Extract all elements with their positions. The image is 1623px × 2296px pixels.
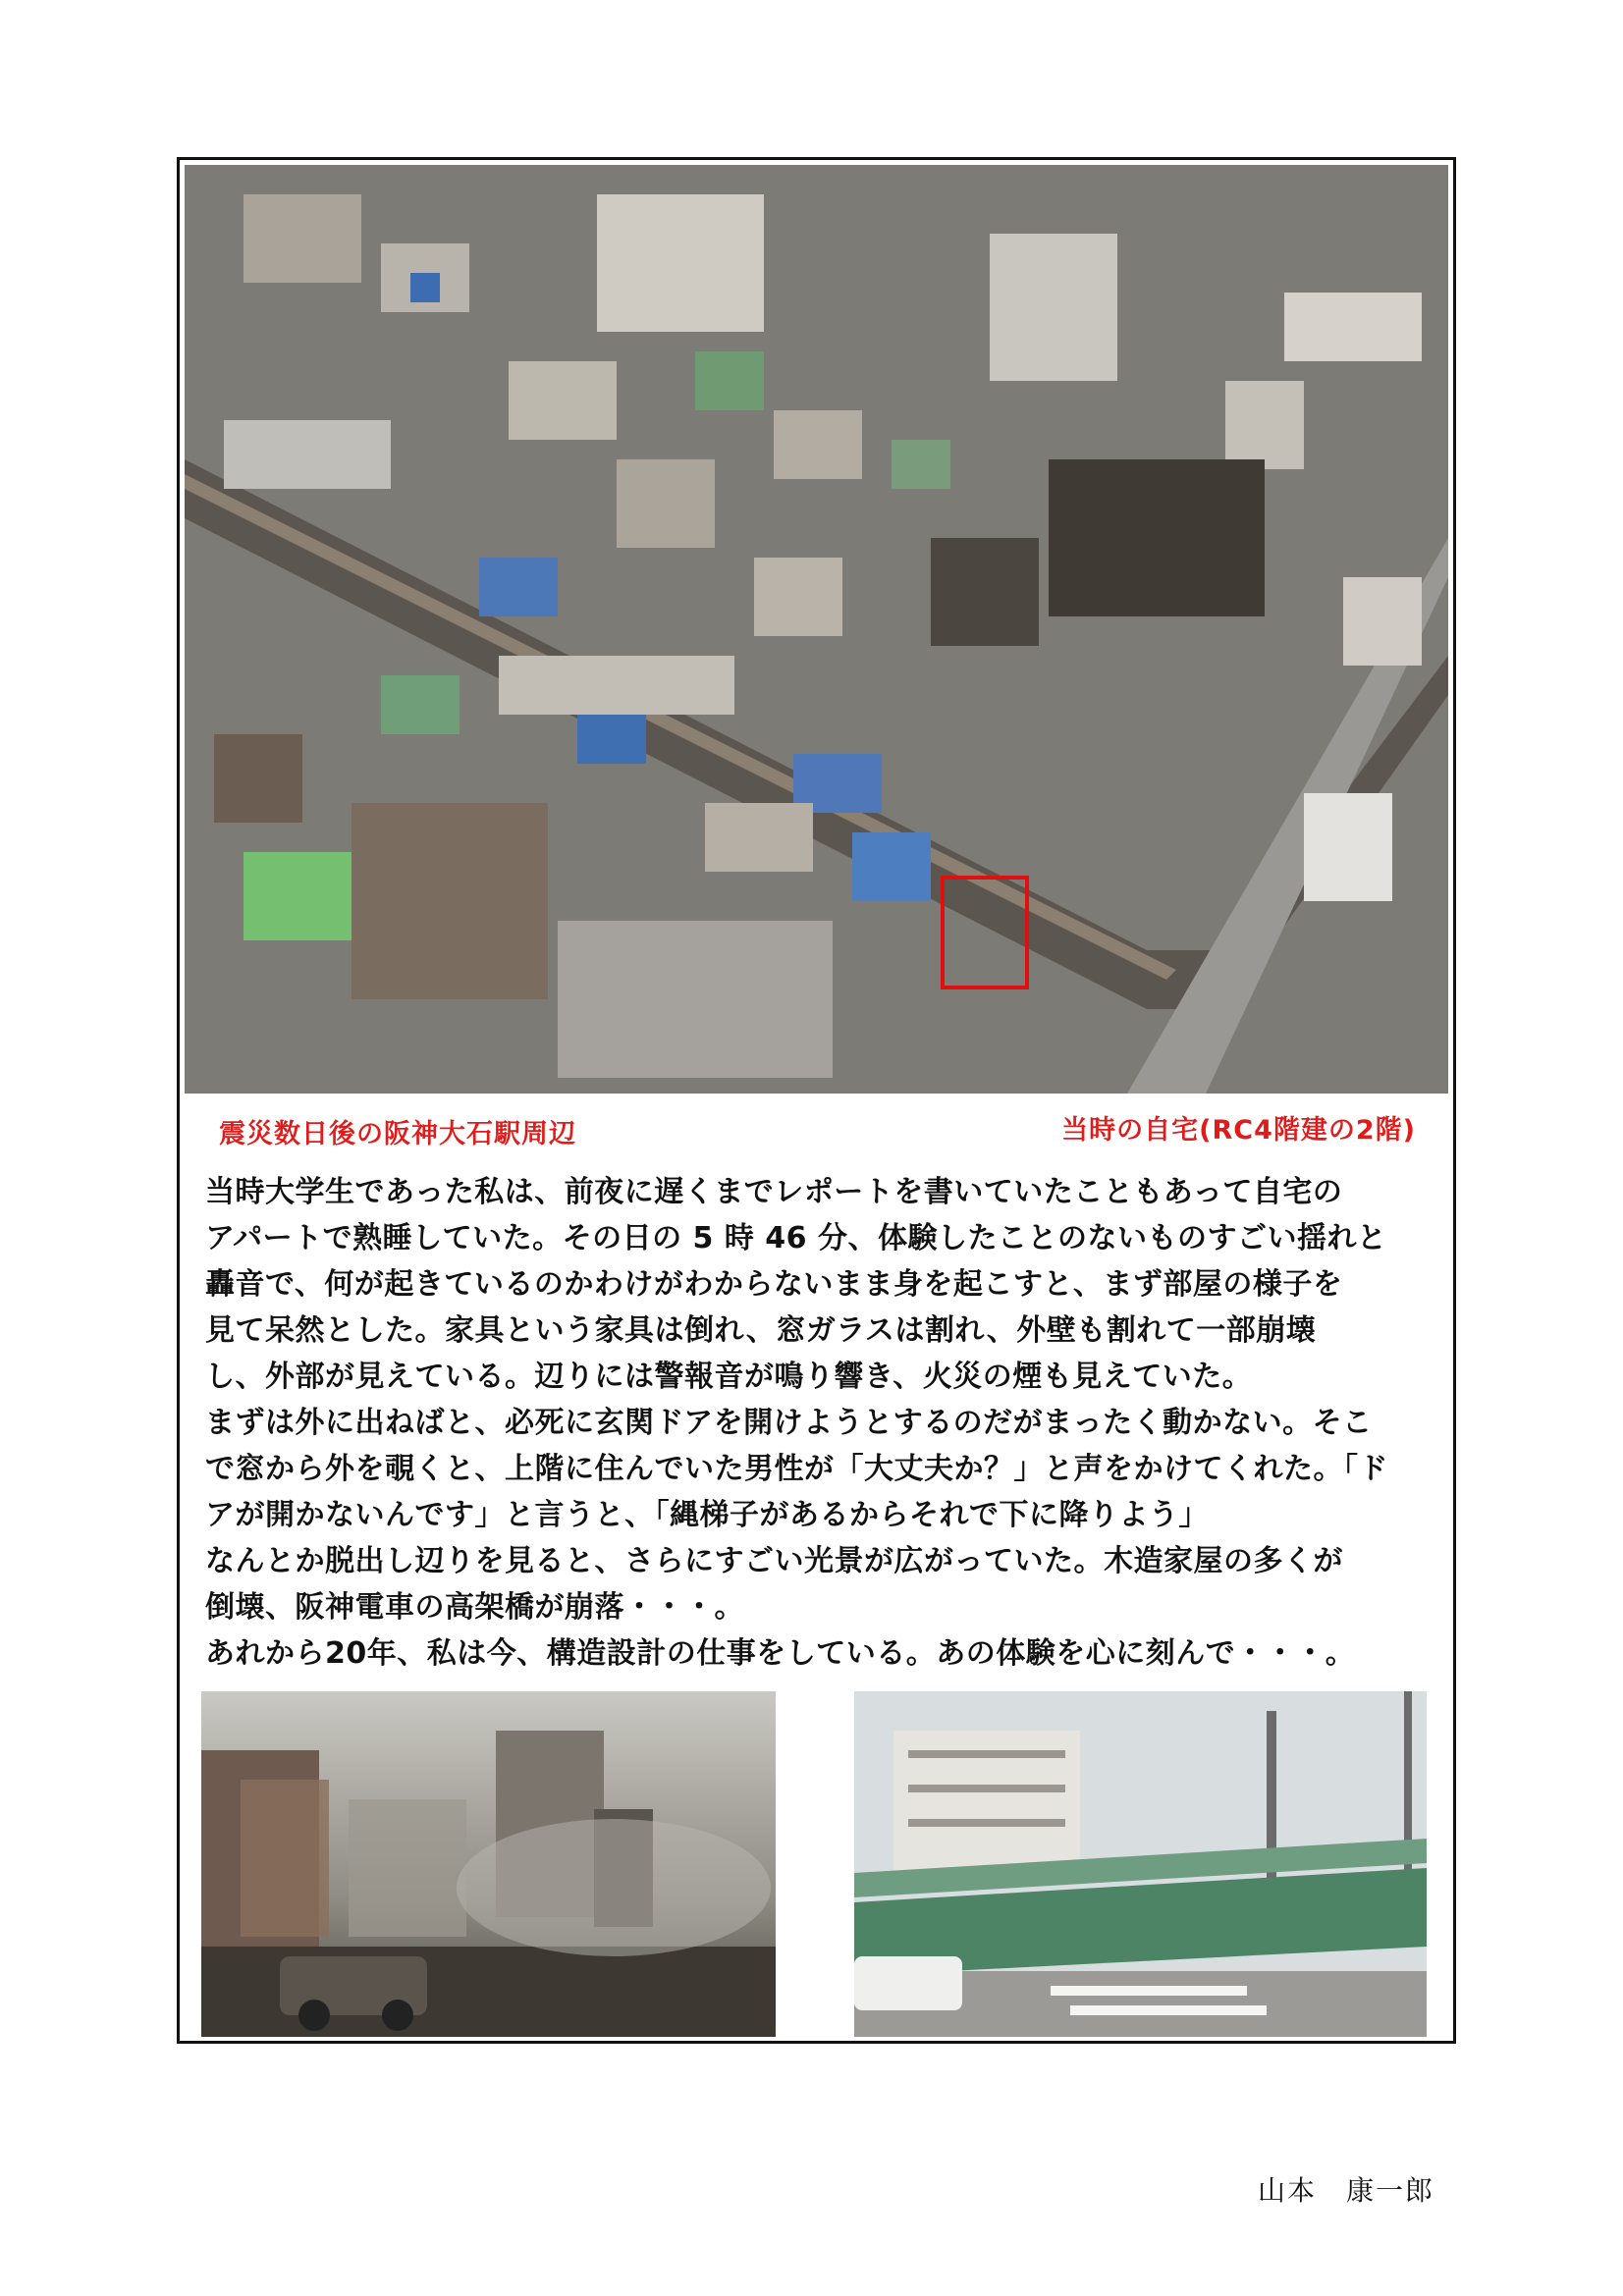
collapsed-bridge-photo-icon (854, 1691, 1427, 2037)
text-line: なんとか脱出し辺りを見ると、さらにすごい光景が広がっていた。木造家屋の多くが (205, 1544, 1343, 1578)
page-frame (177, 157, 1456, 2044)
author-name: 山本 康一郎 (1257, 2174, 1434, 2207)
text-line: 倒壊、阪神電車の高架橋が崩落・・・。 (205, 1590, 744, 1625)
caption-home: 当時の自宅(RC4階建の2階) (1061, 1115, 1416, 1146)
photo-captions (180, 1104, 1453, 1163)
burning-street-photo-icon (201, 1691, 776, 2037)
text-line: 見て呆然とした。家具という家具は倒れ、窓ガラスは割れ、外壁も割れて一部崩壊 (205, 1313, 1317, 1348)
text-line: アが開かないんです」と言うと、「縄梯子があるからそれで下に降りよう」 (205, 1498, 1209, 1532)
aerial-city-photo-icon (185, 165, 1448, 1094)
aerial-photo (185, 165, 1448, 1094)
text-line: あれから20年、私は今、構造設計の仕事をしている。あの体験を心に刻んで・・・。 (205, 1636, 1356, 1671)
memoir-text (205, 1169, 1433, 1677)
text-line: 当時大学生であった私は、前夜に遅くまでレポートを書いていたこともあって自宅の (205, 1175, 1343, 1209)
fire-smoke-photo (201, 1691, 776, 2037)
text-line: で窓から外を覗くと、上階に住んでいた男性が「大丈夫か？」と声をかけてくれた。「ド (205, 1452, 1388, 1486)
caption-station-area: 震災数日後の阪神大石駅周辺 (219, 1119, 576, 1149)
text-line: まずは外に出ねばと、必死に玄関ドアを開けようとするのだがまったく動かない。そこ (205, 1406, 1373, 1440)
collapsed-viaduct-photo (854, 1691, 1427, 2037)
text-line: し、外部が見えている。辺りには警報音が鳴り響き、火災の煙も見えていた。 (205, 1360, 1253, 1394)
text-line: アパートで熟睡していた。その日の 5 時 46 分、体験したことのないものすごい揺れと (205, 1221, 1387, 1255)
text-line: 轟音で、何が起きているのかわけがわからないまま身を起こすと、まず部屋の様子を (205, 1267, 1343, 1302)
